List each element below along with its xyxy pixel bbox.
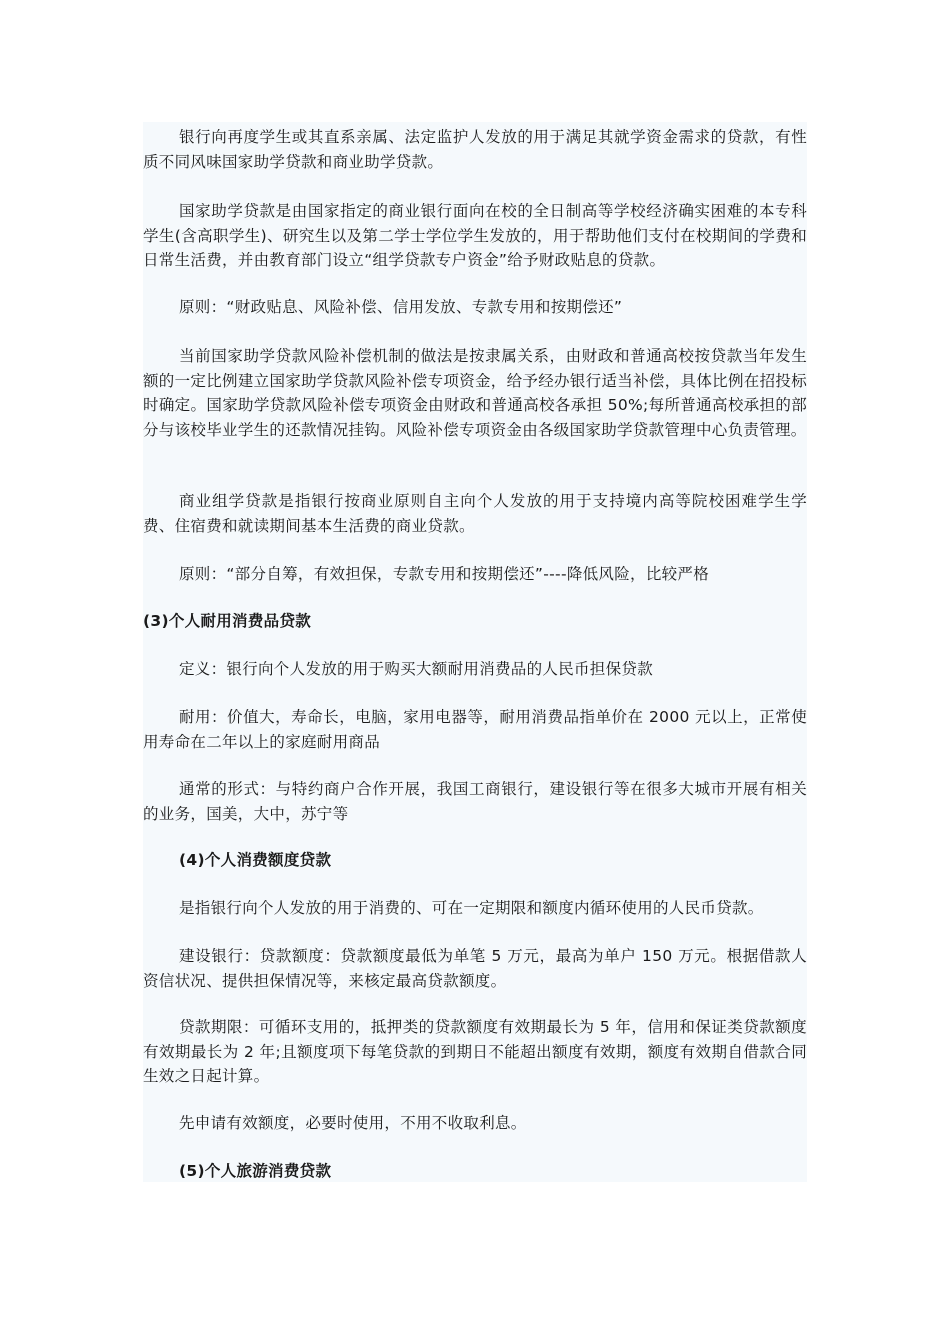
paragraph-commercial-loan-principle: 原则：“部分自筹，有效担保，专款专用和按期偿还”----降低风险，比较严格 [179, 565, 710, 583]
paragraph-durable-meaning: 耐用：价值大，寿命长，电脑，家用电器等，耐用消费品指单价在 2000 元以上，正常使用寿命在二年以上的家庭耐用商品 [143, 708, 807, 751]
heading-consumer-credit-line: (4)个人消费额度贷款 [179, 851, 332, 869]
paragraph-durable-definition: 定义：银行向个人发放的用于购买大额耐用消费品的人民币担保贷款 [179, 660, 654, 678]
paragraph-commercial-student-loan: 商业组学贷款是指银行按商业原则自主向个人发放的用于支持境内高等院校困难学生学费、住宿费和就读期间基本生活费的商业贷款。 [143, 492, 807, 535]
paragraph-national-student-loan: 国家助学贷款是由国家指定的商业银行面向在校的全日制高等学校经济确实困难的本专科学生(含高职学生)、研究生以及第二学士学位学生发放的，用于帮助他们支付在校期间的学费和日常生活费，并由教育部门设立“组学贷款专户资金”给予财政贴息的贷款。 [143, 202, 807, 269]
paragraph-student-loan-definition: 银行向再度学生或其直系亲属、法定监护人发放的用于满足其就学资金需求的贷款，有性质不同风味国家助学贷款和商业助学贷款。 [143, 128, 807, 171]
paragraph-apply-first: 先申请有效额度，必要时使用，不用不收取利息。 [179, 1114, 527, 1132]
paragraph-risk-compensation: 当前国家助学贷款风险补偿机制的做法是按隶属关系，由财政和普通高校按贷款当年发生额的一定比例建立国家助学贷款风险补偿专项资金，给予经办银行适当补偿，具体比例在招投标时确定。国家助学贷款风险补偿专项资金由财政和普通高校各承担 50%;每所普通高校承担的部分与该校毕业学生的还款情况挂钩。风险补偿专项资金由各级国家助学贷款管理中心负责管理。 [143, 347, 807, 439]
paragraph-durable-forms: 通常的形式：与特约商户合作开展，我国工商银行，建设银行等在很多大城市开展有相关的业务，国美，大中，苏宁等 [143, 780, 807, 823]
paragraph-loan-term: 贷款期限：可循环支用的，抵押类的贷款额度有效期最长为 5 年，信用和保证类贷款额度有效期最长为 2 年;且额度项下每笔贷款的到期日不能超出额度有效期，额度有效期自借款合同生效之日起计算。 [143, 1018, 807, 1085]
heading-durable-goods-loan: (3)个人耐用消费品贷款 [143, 612, 312, 630]
paragraph-credit-line-definition: 是指银行向个人发放的用于消费的、可在一定期限和额度内循环使用的人民币贷款。 [179, 899, 764, 917]
paragraph-national-loan-principle: 原则：“财政贴息、风险补偿、信用发放、专款专用和按期偿还” [179, 298, 623, 316]
heading-travel-loan: (5)个人旅游消费贷款 [179, 1162, 332, 1180]
paragraph-ccb-credit-amount: 建设银行：贷款额度：贷款额度最低为单笔 5 万元，最高为单户 150 万元。根据借款人资信状况、提供担保情况等，来核定最高贷款额度。 [143, 947, 807, 990]
